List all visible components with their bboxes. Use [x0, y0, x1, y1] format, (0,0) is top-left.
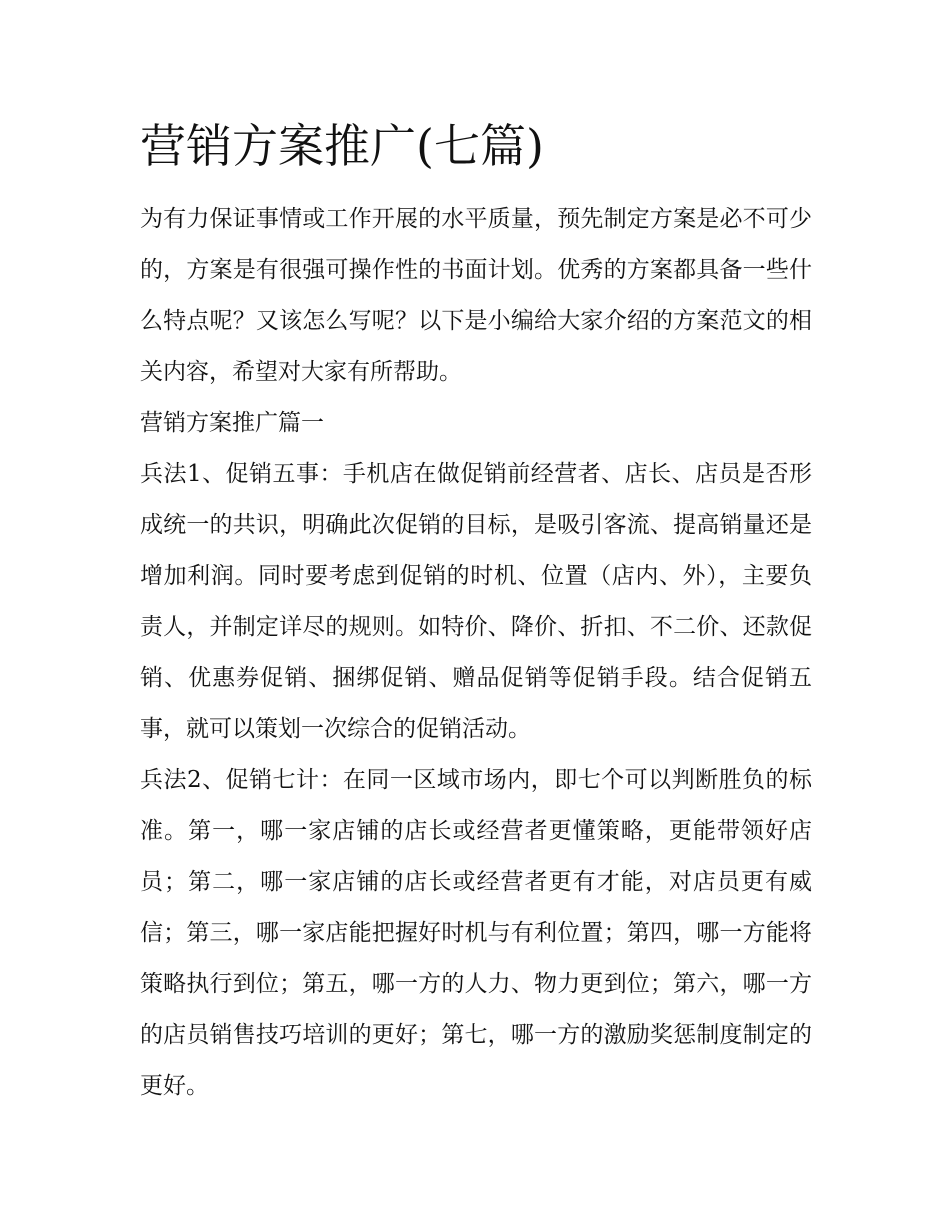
intro-paragraph: 为有力保证事情或工作开展的水平质量，预先制定方案是必不可少的，方案是有很强可操作性的书面计划。优秀的方案都具备一些什么特点呢？又该怎么写呢？以下是小编给大家介绍的方案范文的相关内容，希望对大家有所帮助。 — [140, 206, 812, 385]
document-title: 营销方案推广(七篇) — [140, 119, 544, 173]
body-paragraph-1: 兵法1、促销五事：手机店在做促销前经营者、店长、店员是否形成统一的共识，明确此次促销的目标，是吸引客流、提高销量还是增加利润。同时要考虑到促销的时机、位置（店内、外），主要负责人，并制定详尽的规则。如特价、降价、折扣、不二价、还款促销、优惠券促销、捆绑促销、赠品促销等促销手段。结合促销五事，就可以策划一次综合的促销活动。 — [140, 461, 812, 742]
body-paragraph-2: 兵法2、促销七计：在同一区域市场内，即七个可以判断胜负的标准。第一，哪一家店铺的店长或经营者更懂策略，更能带领好店员；第二，哪一家店铺的店长或经营者更有才能，对店员更有威信；第三，哪一家店能把握好时机与有利位置；第四，哪一方能将策略执行到位；第五，哪一方的人力、物力更到位；第六，哪一方的店员销售技巧培训的更好；第七，哪一方的激励奖惩制度制定的更好。 — [140, 767, 812, 1099]
section-heading: 营销方案推广篇一 — [140, 410, 324, 436]
document-page — [140, 110, 812, 1112]
